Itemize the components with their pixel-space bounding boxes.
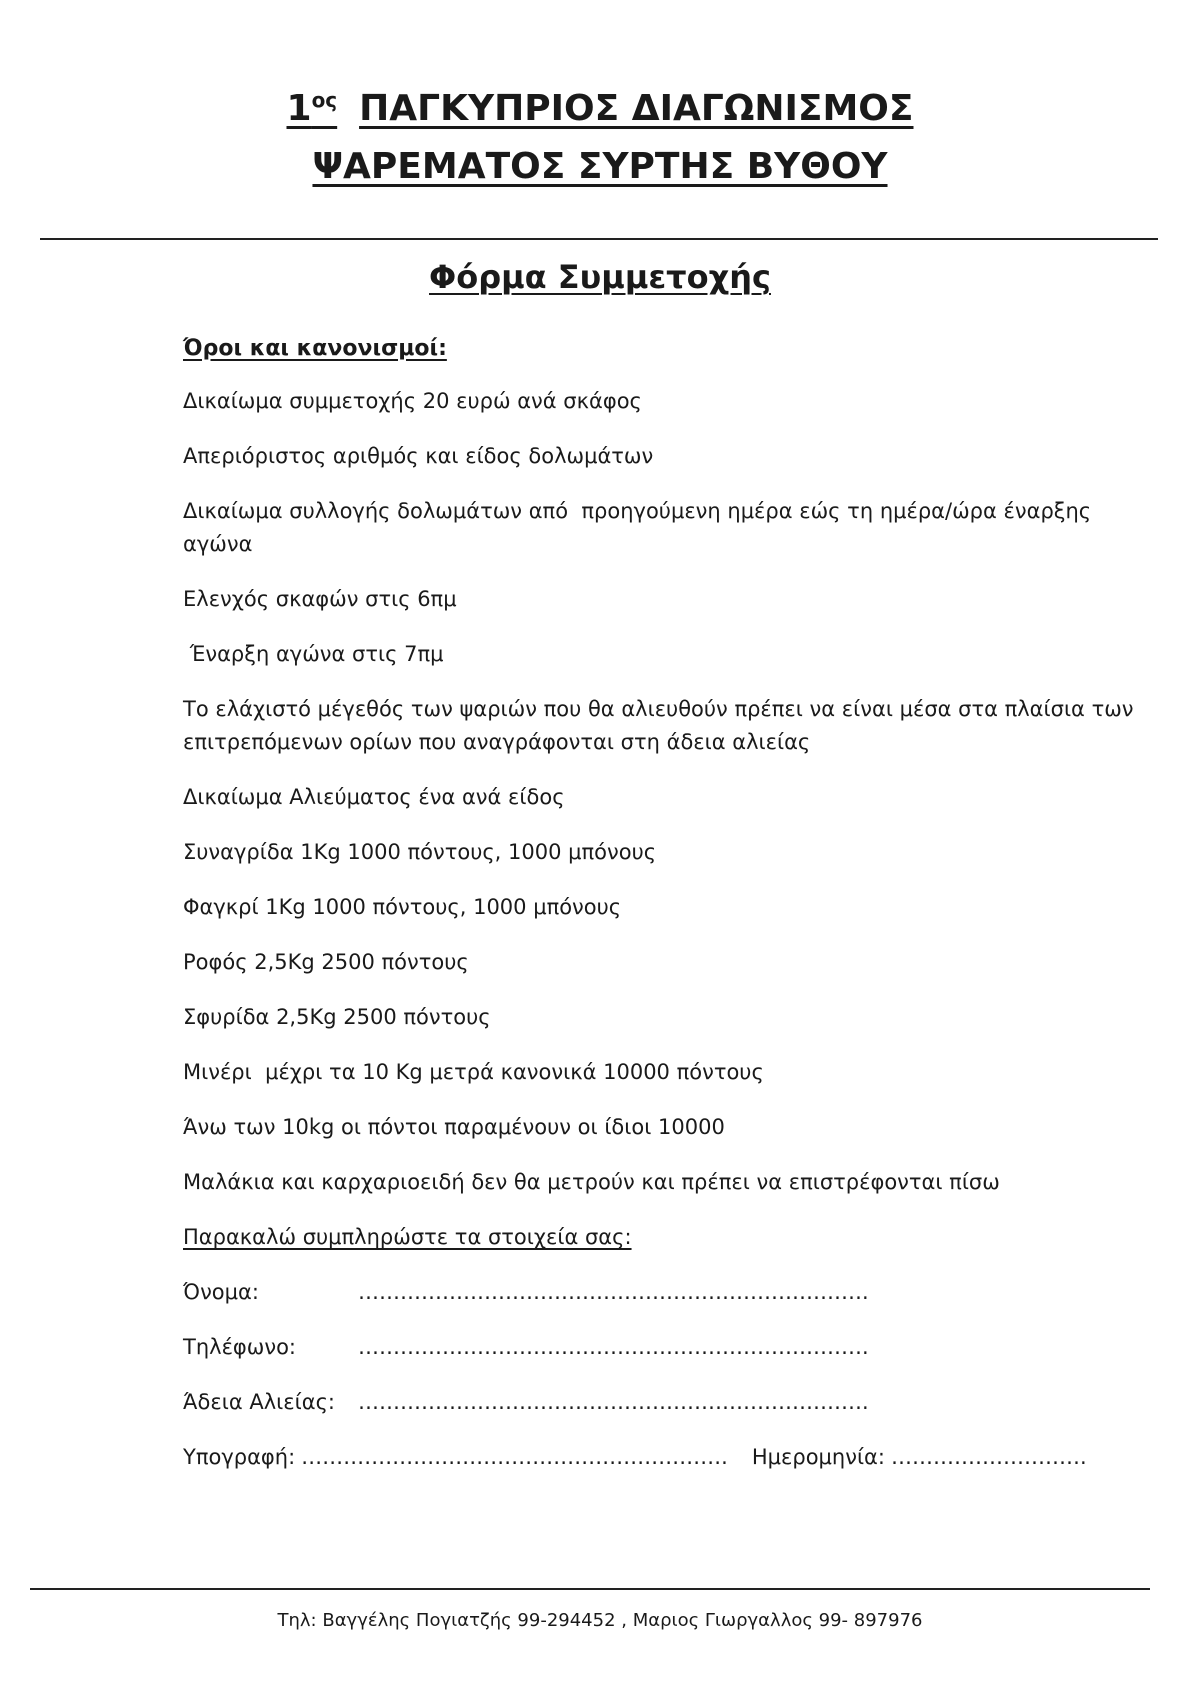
title-line-2 [0,138,1200,196]
form-subtitle-text: Φόρμα Συμμετοχής [429,258,771,296]
phone-blank[interactable]: ………………………………………………………………. [358,1335,869,1359]
title-ordinal-suffix: ος [311,88,338,112]
license-blank[interactable]: ………………………………………………………………. [358,1390,869,1414]
date-label: Ημερομηνία: [751,1445,885,1469]
term-item: Δικαίωμα συμμετοχής 20 ευρώ ανά σκάφος [183,389,642,413]
title-text-line-1: ΠΑΓΚΥΠΡΙΟΣ ΔΙΑΓΩΝΙΣΜΟΣ [359,88,914,129]
name-label: Όνομα: [183,1280,259,1304]
form-subtitle [0,258,1200,296]
signature-label: Υπογραφή: [183,1445,296,1469]
term-item: Συναγρίδα 1Kg 1000 πόντους, 1000 μπόνους [183,840,657,864]
title-text-line-2: ΨΑΡΕΜΑΤΟΣ ΣΥΡΤΗΣ ΒΥΘΟΥ [312,146,888,187]
license-label: Άδεια Αλιείας: [183,1390,335,1414]
signature-date-row [183,1441,1143,1474]
term-item: Ροφός 2,5Kg 2500 πόντους [183,950,469,974]
license-field[interactable] [183,1386,1143,1419]
name-blank[interactable]: ………………………………………………………………. [358,1280,869,1304]
terms-list [183,385,1143,1199]
form-content [183,336,1143,1474]
signature-blank[interactable]: ……………………………………………………. [301,1445,728,1469]
top-divider [40,238,1158,240]
date-blank[interactable]: ………………………. [890,1445,1087,1469]
terms-heading: Όροι και κανονισμοί: [183,336,447,361]
footer-contacts: Τηλ: Βαγγέλης Πογιατζής 99-294452 , Μαριος Γιωργαλλος 99- 897976 [277,1610,923,1631]
fill-in-heading: Παρακαλώ συμπληρώστε τα στοιχεία σας: [183,1225,632,1249]
name-field[interactable] [183,1276,1143,1309]
term-item: Δικαίωμα συλλογής δολωμάτων από προηγούμενη ημέρα εώς τη ημέρα/ώρα έναρξης αγώνα [183,499,1098,556]
term-item: Έναρξη αγώνα στις 7πμ [183,642,444,666]
document-title [0,80,1200,196]
term-item: Απεριόριστος αριθμός και είδος δολωμάτων [183,444,654,468]
title-line-1 [0,80,1200,138]
term-item: Μινέρι μέχρι τα 10 Kg μετρά κανονικά 10000 πόντους [183,1060,764,1084]
term-item: Δικαίωμα Αλιεύματος ένα ανά είδος [183,785,565,809]
term-item: Ελενχός σκαφών στις 6πμ [183,587,457,611]
term-item: Σφυρίδα 2,5Kg 2500 πόντους [183,1005,491,1029]
term-item: Μαλάκια και καρχαριοειδή δεν θα μετρούν και πρέπει να επιστρέφονται πίσω [183,1170,1000,1194]
phone-label: Τηλέφωνο: [183,1335,297,1359]
term-item: Άνω των 10kg οι πόντοι παραμένουν οι ίδιοι 10000 [183,1115,725,1139]
term-item: Φαγκρί 1Kg 1000 πόντους, 1000 μπόνους [183,895,622,919]
bottom-divider [30,1588,1150,1590]
phone-field[interactable] [183,1331,1143,1364]
term-item: Το ελάχιστό μέγεθός των ψαριών που θα αλιευθούν πρέπει να είναι μέσα στα πλαίσια των επιτρεπόμενων ορίων που αναγράφονται στη άδεια αλιείας [183,697,1141,754]
title-number: 1 [286,88,312,129]
